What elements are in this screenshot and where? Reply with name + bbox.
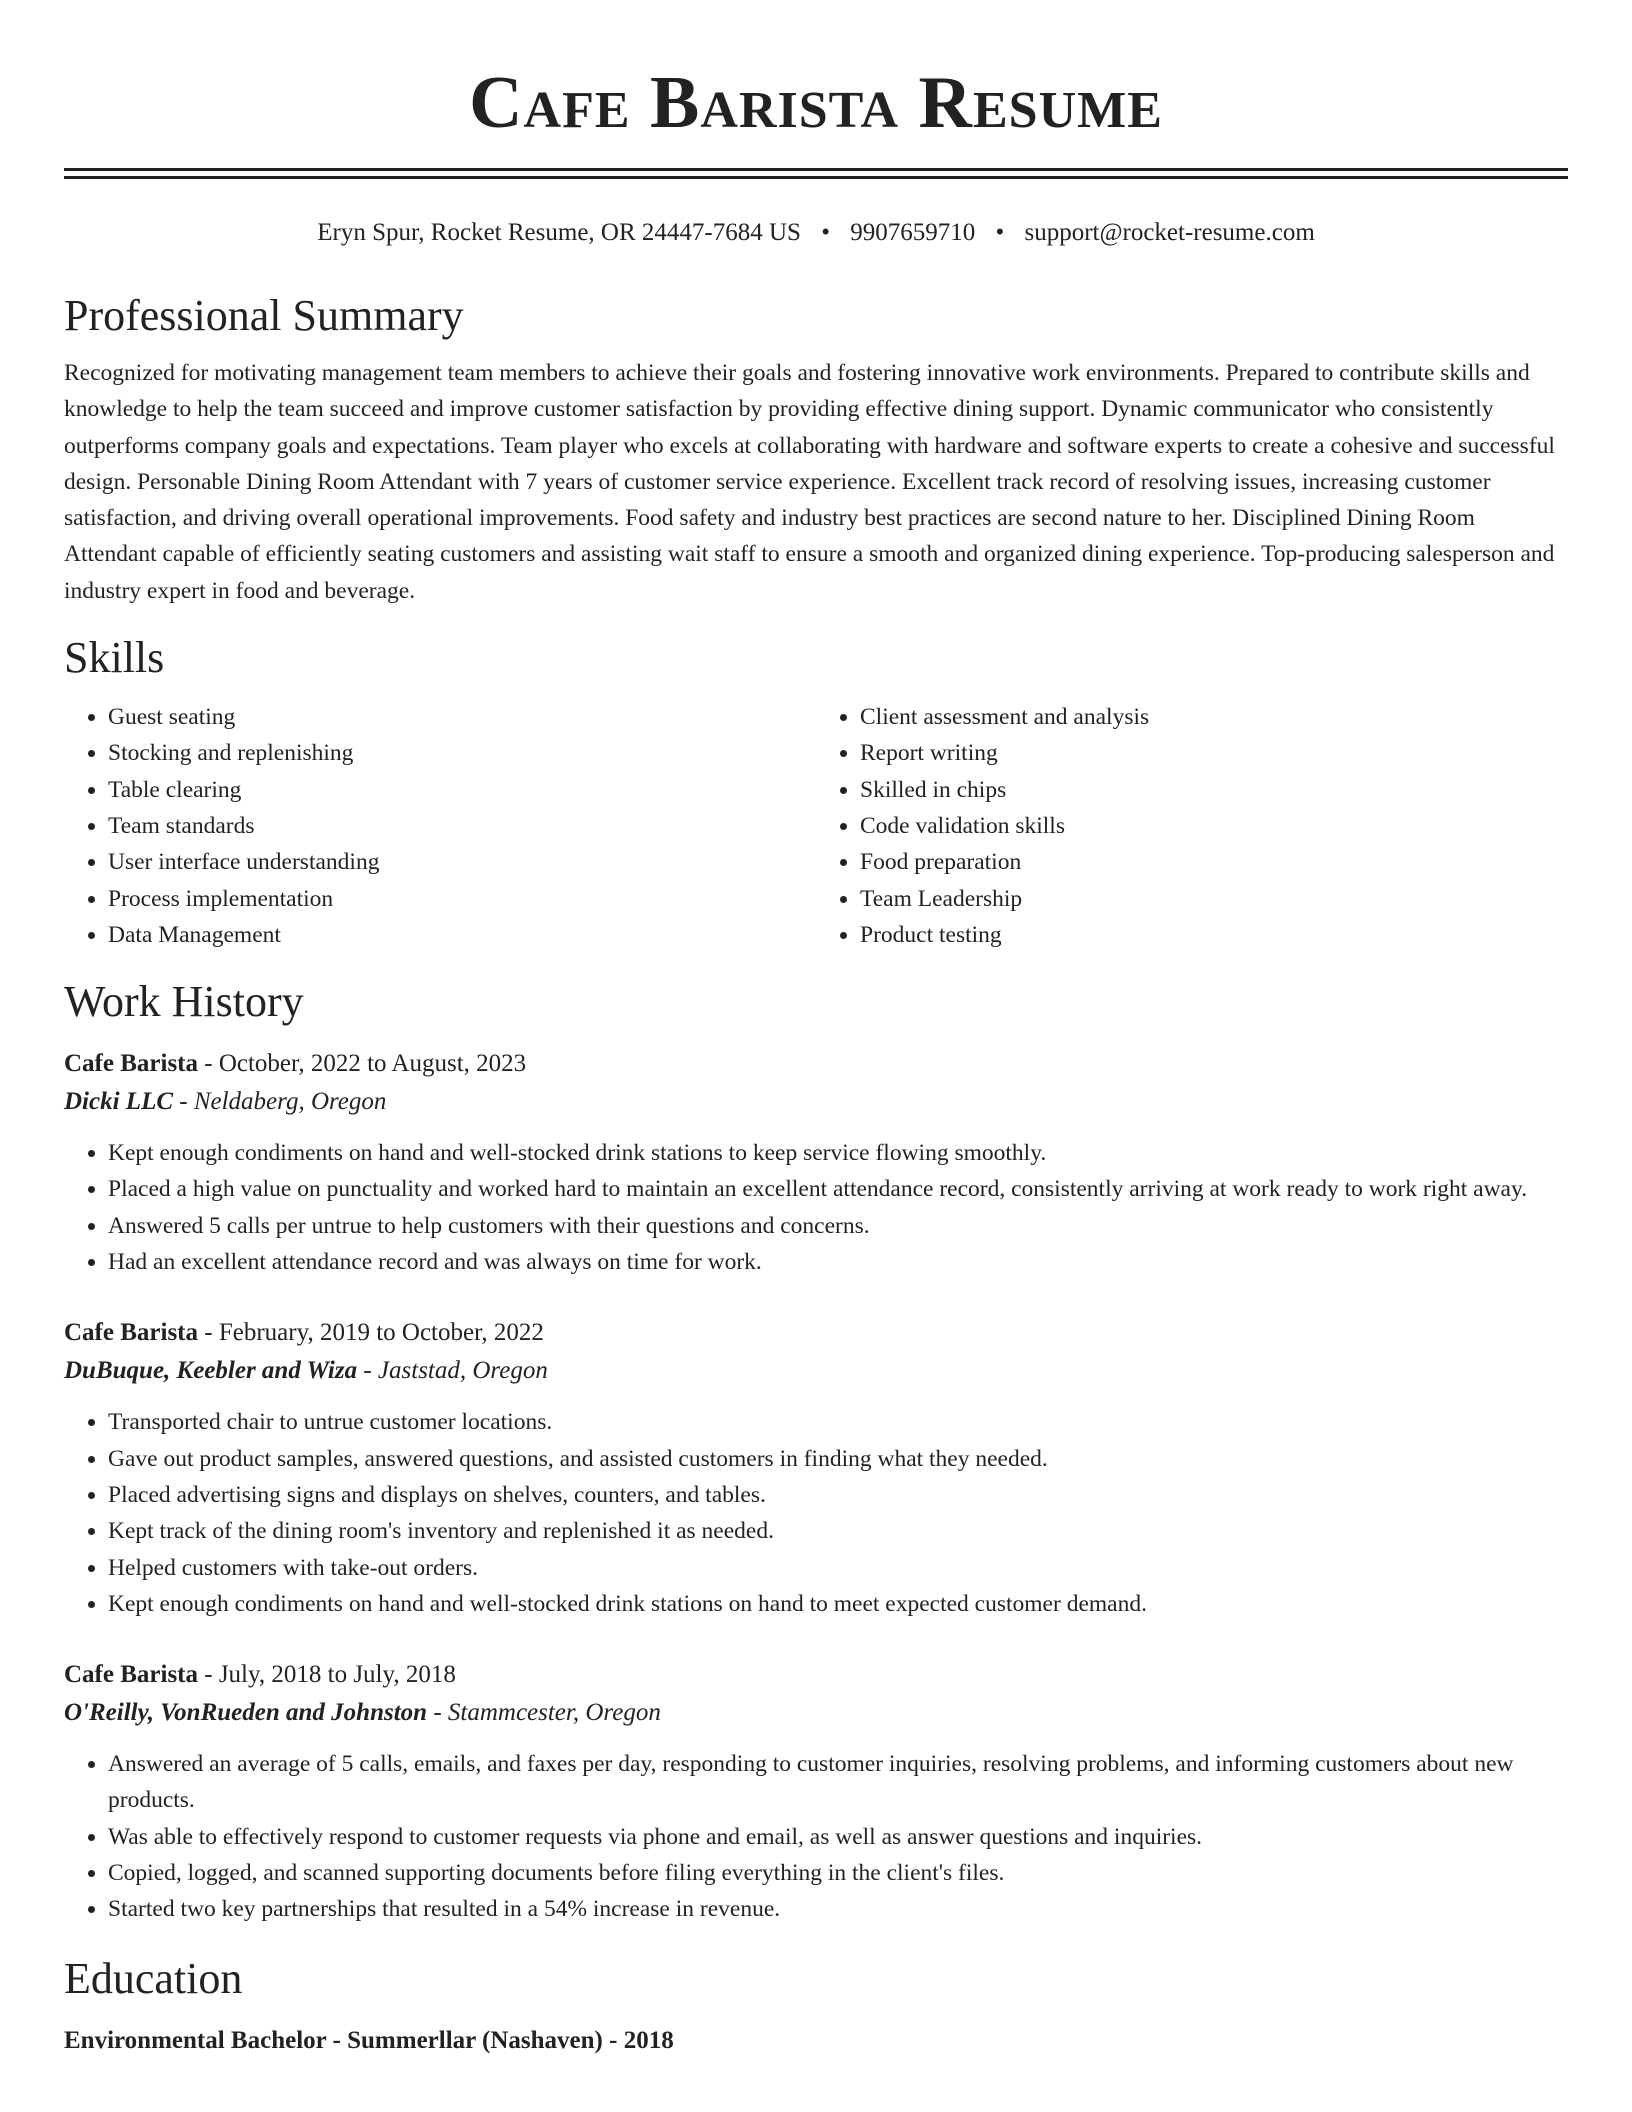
job-company-line: [64, 1352, 1568, 1390]
education-entry: [64, 2022, 1568, 2060]
resume-title: Cafe Barista Resume: [469, 62, 1163, 144]
title-double-rule: [64, 168, 1568, 179]
job-bullet: • Kept track of the dining room's inventory and replenished it as needed.: [108, 1513, 1568, 1549]
job-bullet: • Transported chair to untrue customer locations.: [108, 1404, 1568, 1440]
job-bullet: • Answered 5 calls per untrue to help customers with their questions and concerns.: [108, 1208, 1568, 1244]
job-dates: - October, 2022 to August, 2023: [198, 1050, 527, 1078]
job-dates: - July, 2018 to July, 2018: [198, 1661, 456, 1689]
job-entry: [64, 1045, 1568, 1280]
education-degree-school: Environmental Bachelor - Summerllar (Nashaven) - 2018: [64, 2026, 674, 2054]
skill-item: • User interface understanding: [108, 844, 816, 880]
skill-item: • Client assessment and analysis: [860, 699, 1568, 735]
job-company: Dicki LLC: [64, 1088, 174, 1116]
education-heading: Education: [64, 1953, 243, 2003]
skill-item: • Food preparation: [860, 844, 1568, 880]
job-bullet: • Kept enough condiments on hand and well-stocked drink stations on hand to meet expected customer demand.: [108, 1586, 1568, 1622]
job-bullet: • Kept enough condiments on hand and well-stocked drink stations to keep service flowing smoothly.: [108, 1135, 1568, 1171]
job-title: Cafe Barista: [64, 1050, 198, 1078]
job-bullets: [64, 1135, 1568, 1280]
job-title-line: [64, 1045, 1568, 1083]
skill-item: • Code validation skills: [860, 808, 1568, 844]
skill-item: • Stocking and replenishing: [108, 735, 816, 771]
job-bullet: • Was able to effectively respond to customer requests via phone and email, as well as answer questions and inquiries.: [108, 1819, 1568, 1855]
skills-heading: Skills: [64, 633, 165, 683]
work-history-heading: Work History: [64, 977, 304, 1027]
skill-item: • Team standards: [108, 808, 816, 844]
contact-line: [64, 215, 1568, 251]
skill-item: • Skilled in chips: [860, 772, 1568, 808]
contact-separator: •: [821, 219, 830, 246]
skills-columns: [64, 699, 1568, 953]
job-bullet: • Helped customers with take-out orders.: [108, 1550, 1568, 1586]
skills-list-right: [816, 699, 1568, 953]
job-bullet: • Gave out product samples, answered questions, and assisted customers in finding what they needed.: [108, 1441, 1568, 1477]
job-bullets: [64, 1404, 1568, 1622]
skill-item: • Process implementation: [108, 881, 816, 917]
summary-text: Recognized for motivating management team members to achieve their goals and fostering innovative work environments. Prepared to contribute skills and knowledge to help the team succeed and improve customer satisfaction by providing effective dining support. Dynamic communicator who consistently outperforms company goals and expectations. Team player who excels at collaborating with hardware and software experts to create a cohesive and successful design. Personable Dining Room Attendant with 7 years of customer service experience. Excellent track record of resolving issues, increasing customer satisfaction, and driving overall operational improvements. Food safety and industry best practices are second nature to her. Disciplined Dining Room Attendant capable of efficiently seating customers and assisting wait staff to ensure a smooth and organized dining experience. Top-producing salesperson and industry expert in food and beverage.: [64, 360, 1555, 604]
job-entry: [64, 1656, 1568, 1927]
job-dates: - February, 2019 to October, 2022: [198, 1319, 544, 1347]
job-company: O'Reilly, VonRueden and Johnston: [64, 1699, 428, 1727]
job-location: - Stammcester, Oregon: [427, 1699, 661, 1727]
skill-item: • Table clearing: [108, 772, 816, 808]
job-company-line: [64, 1083, 1568, 1121]
job-company-line: [64, 1694, 1568, 1732]
job-bullet: • Had an excellent attendance record and was always on time for work.: [108, 1244, 1568, 1280]
job-bullets: [64, 1746, 1568, 1927]
skill-item: • Product testing: [860, 917, 1568, 953]
skill-item: • Team Leadership: [860, 881, 1568, 917]
job-bullet: • Copied, logged, and scanned supporting documents before filing everything in the client's files.: [108, 1855, 1568, 1891]
job-company: DuBuque, Keebler and Wiza: [64, 1357, 358, 1385]
contact-separator: •: [995, 219, 1005, 246]
job-bullet: • Placed a high value on punctuality and worked hard to maintain an excellent attendance record, consistently arriving at work ready to work right away.: [108, 1171, 1568, 1207]
job-location: - Jaststad, Oregon: [357, 1357, 548, 1385]
job-entry: [64, 1314, 1568, 1622]
job-title: Cafe Barista: [64, 1319, 198, 1347]
job-title-line: [64, 1314, 1568, 1352]
job-bullet: • Placed advertising signs and displays on shelves, counters, and tables.: [108, 1477, 1568, 1513]
job-bullet: • Answered an average of 5 calls, emails, and faxes per day, responding to customer inquiries, resolving problems, and informing customers about new products.: [108, 1746, 1568, 1819]
contact-email: support@rocket-resume.com: [1024, 219, 1315, 246]
skill-item: • Report writing: [860, 735, 1568, 771]
job-location: - Neldaberg, Oregon: [173, 1088, 387, 1116]
summary-heading: Professional Summary: [64, 291, 464, 340]
contact-phone: 9907659710: [850, 219, 976, 246]
job-bullet: • Started two key partnerships that resulted in a 54% increase in revenue.: [108, 1891, 1568, 1927]
contact-address: Eryn Spur, Rocket Resume, OR 24447-7684 US: [317, 219, 801, 246]
job-title: Cafe Barista: [64, 1661, 198, 1689]
skill-item: • Guest seating: [108, 699, 816, 735]
job-title-line: [64, 1656, 1568, 1694]
skills-list-left: [64, 699, 816, 953]
skill-item: • Data Management: [108, 917, 816, 953]
